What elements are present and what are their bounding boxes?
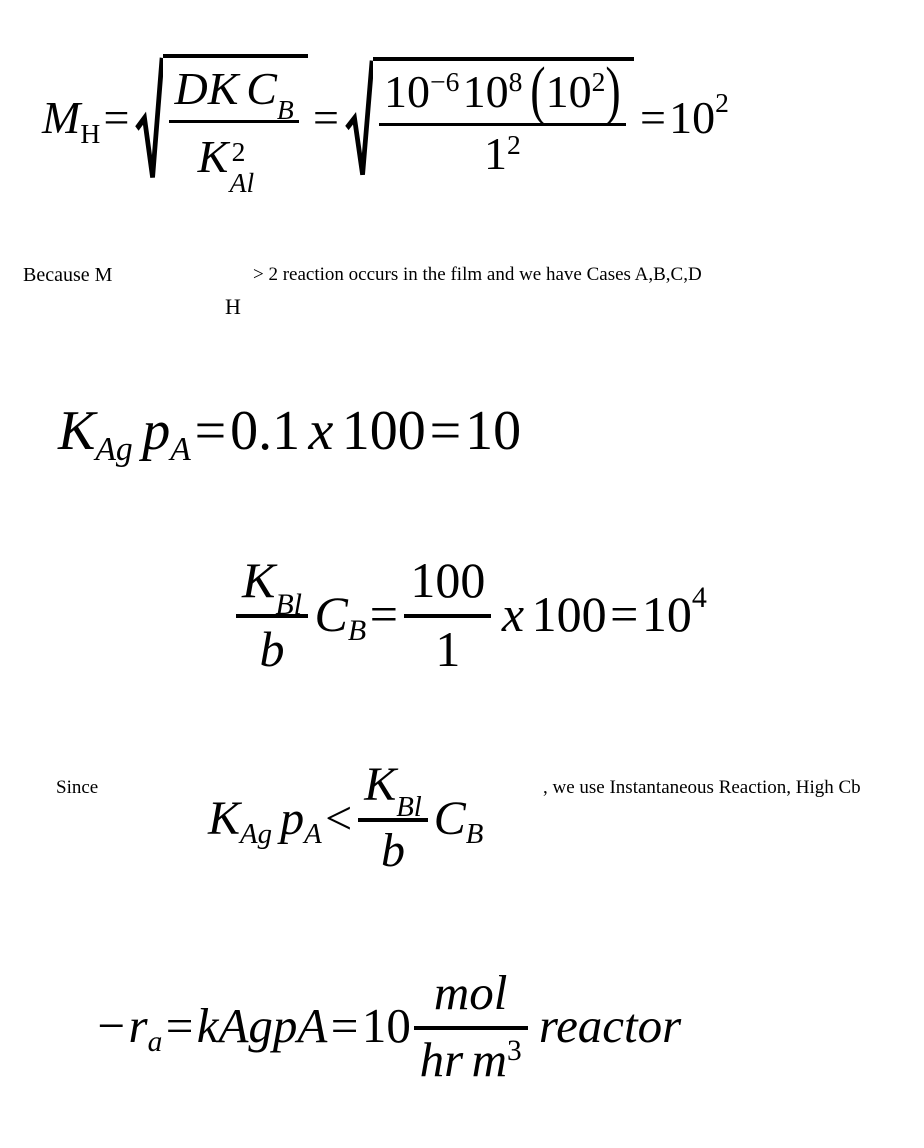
radicand (373, 53, 634, 179)
times-x: x (501, 586, 525, 642)
fraction-numeric (379, 53, 627, 180)
subscript-b: B (465, 817, 484, 850)
fraction-denominator: 1 (435, 620, 461, 677)
number-10: 10 (462, 65, 509, 117)
subscript-ag: Ag (95, 430, 133, 468)
result-10: 10 (641, 586, 692, 642)
radical-sign-icon (135, 54, 164, 182)
var-dk: DK (174, 62, 239, 114)
superscript-3: 3 (506, 1035, 522, 1068)
fraction-denominator (375, 822, 411, 878)
radical-numeric (345, 53, 635, 179)
var-r: r (128, 998, 148, 1054)
var-c: C (314, 586, 348, 642)
unit-m: m (471, 1032, 507, 1088)
conclusion-text: , we use Instantaneous Reaction, High Cb (543, 777, 861, 798)
var-k: K (208, 791, 241, 845)
fraction-numerator (358, 758, 427, 823)
fraction-numerator: 100 (410, 552, 486, 608)
superscript-2: 2 (591, 66, 606, 98)
superscript-minus6: −6 (430, 66, 460, 98)
fraction-100-1 (404, 553, 491, 677)
subscript-a: A (304, 817, 322, 850)
left-paren: ( (530, 53, 546, 126)
equation-kbl-cb (233, 553, 707, 677)
subscript-a: A (170, 430, 191, 468)
fraction-numerator (169, 62, 299, 125)
equation-film-parameter-mh (42, 53, 729, 199)
fraction-numerator (428, 966, 513, 1026)
fraction-numerator (236, 552, 308, 621)
number-10: 10 (384, 65, 431, 117)
number-100: 100 (531, 586, 607, 642)
var-p: p (142, 400, 171, 462)
equals-sign: = (369, 586, 398, 642)
var-b: b (259, 620, 285, 677)
fraction-kbl-b (358, 759, 427, 878)
minus-sign: − (97, 998, 126, 1054)
unit-hr: hr (419, 1032, 464, 1088)
equation-kag-pa (58, 399, 522, 468)
var-c: C (246, 62, 277, 114)
var-b: b (380, 823, 405, 877)
unit-reactor: reactor (538, 998, 682, 1054)
var-k: K (364, 758, 397, 811)
var-c: C (433, 791, 466, 845)
subscript-bl: Bl (396, 790, 422, 823)
subscript-al: Al (229, 167, 255, 199)
times-x: x (308, 400, 334, 462)
fraction-kbl-b (236, 553, 308, 677)
equation-rate (94, 966, 681, 1087)
radical-symbolic (135, 54, 308, 199)
result-10: 10 (669, 91, 716, 143)
equals-sign: = (330, 998, 359, 1054)
superscript-8: 8 (508, 66, 523, 98)
var-kagpa: kAgpA (196, 998, 328, 1054)
equals-sign: = (610, 586, 639, 642)
number-100: 100 (341, 400, 426, 462)
number-1: 1 (483, 127, 507, 179)
equals-sign: = (313, 91, 339, 143)
radicand (163, 54, 307, 199)
unit-mol: mol (433, 965, 508, 1020)
number-0p1: 0.1 (230, 400, 301, 462)
equals-sign: = (639, 91, 666, 143)
fraction-denominator (254, 618, 291, 677)
subscript-a: a (147, 1025, 163, 1058)
var-m: M (42, 91, 81, 143)
orphan-subscript-h: H (225, 294, 241, 319)
number-10: 10 (361, 998, 411, 1054)
fraction-numerator (379, 53, 627, 126)
right-paren: ) (605, 53, 621, 126)
superscript-4: 4 (691, 581, 707, 615)
subscript-b: B (276, 93, 294, 125)
equals-sign: = (429, 400, 462, 462)
superscript-2: 2 (506, 128, 521, 160)
var-k: K (197, 130, 229, 182)
superscript-2: 2 (715, 87, 729, 119)
var-k: K (242, 552, 276, 608)
fraction-denominator (192, 123, 276, 199)
result-10: 10 (465, 400, 522, 462)
var-k: K (58, 400, 96, 462)
since-label: Since (56, 777, 99, 798)
fraction-denominator (478, 126, 526, 180)
radical-sign-icon (345, 57, 374, 179)
subscript-bl: Bl (275, 587, 303, 621)
because-text-rest: > 2 reaction occurs in the film and we have Cases A,B,C,D (253, 264, 702, 285)
less-than-sign: < (325, 791, 353, 845)
equation-inequality (208, 759, 483, 878)
subscript-ag: Ag (240, 817, 273, 850)
fraction-denominator (414, 1030, 528, 1087)
subscript-h: H (80, 117, 101, 149)
subscript-b: B (347, 614, 367, 648)
var-p: p (280, 791, 305, 845)
because-text-prefix: Because M (23, 264, 113, 286)
equals-sign: = (103, 91, 130, 143)
equals-sign: = (165, 998, 194, 1054)
equals-sign: = (194, 400, 227, 462)
fraction-units (414, 966, 528, 1087)
sup-sub-stack (228, 126, 270, 199)
superscript-2: 2 (231, 135, 246, 167)
number-10: 10 (545, 65, 592, 117)
fraction-symbolic (169, 62, 299, 199)
